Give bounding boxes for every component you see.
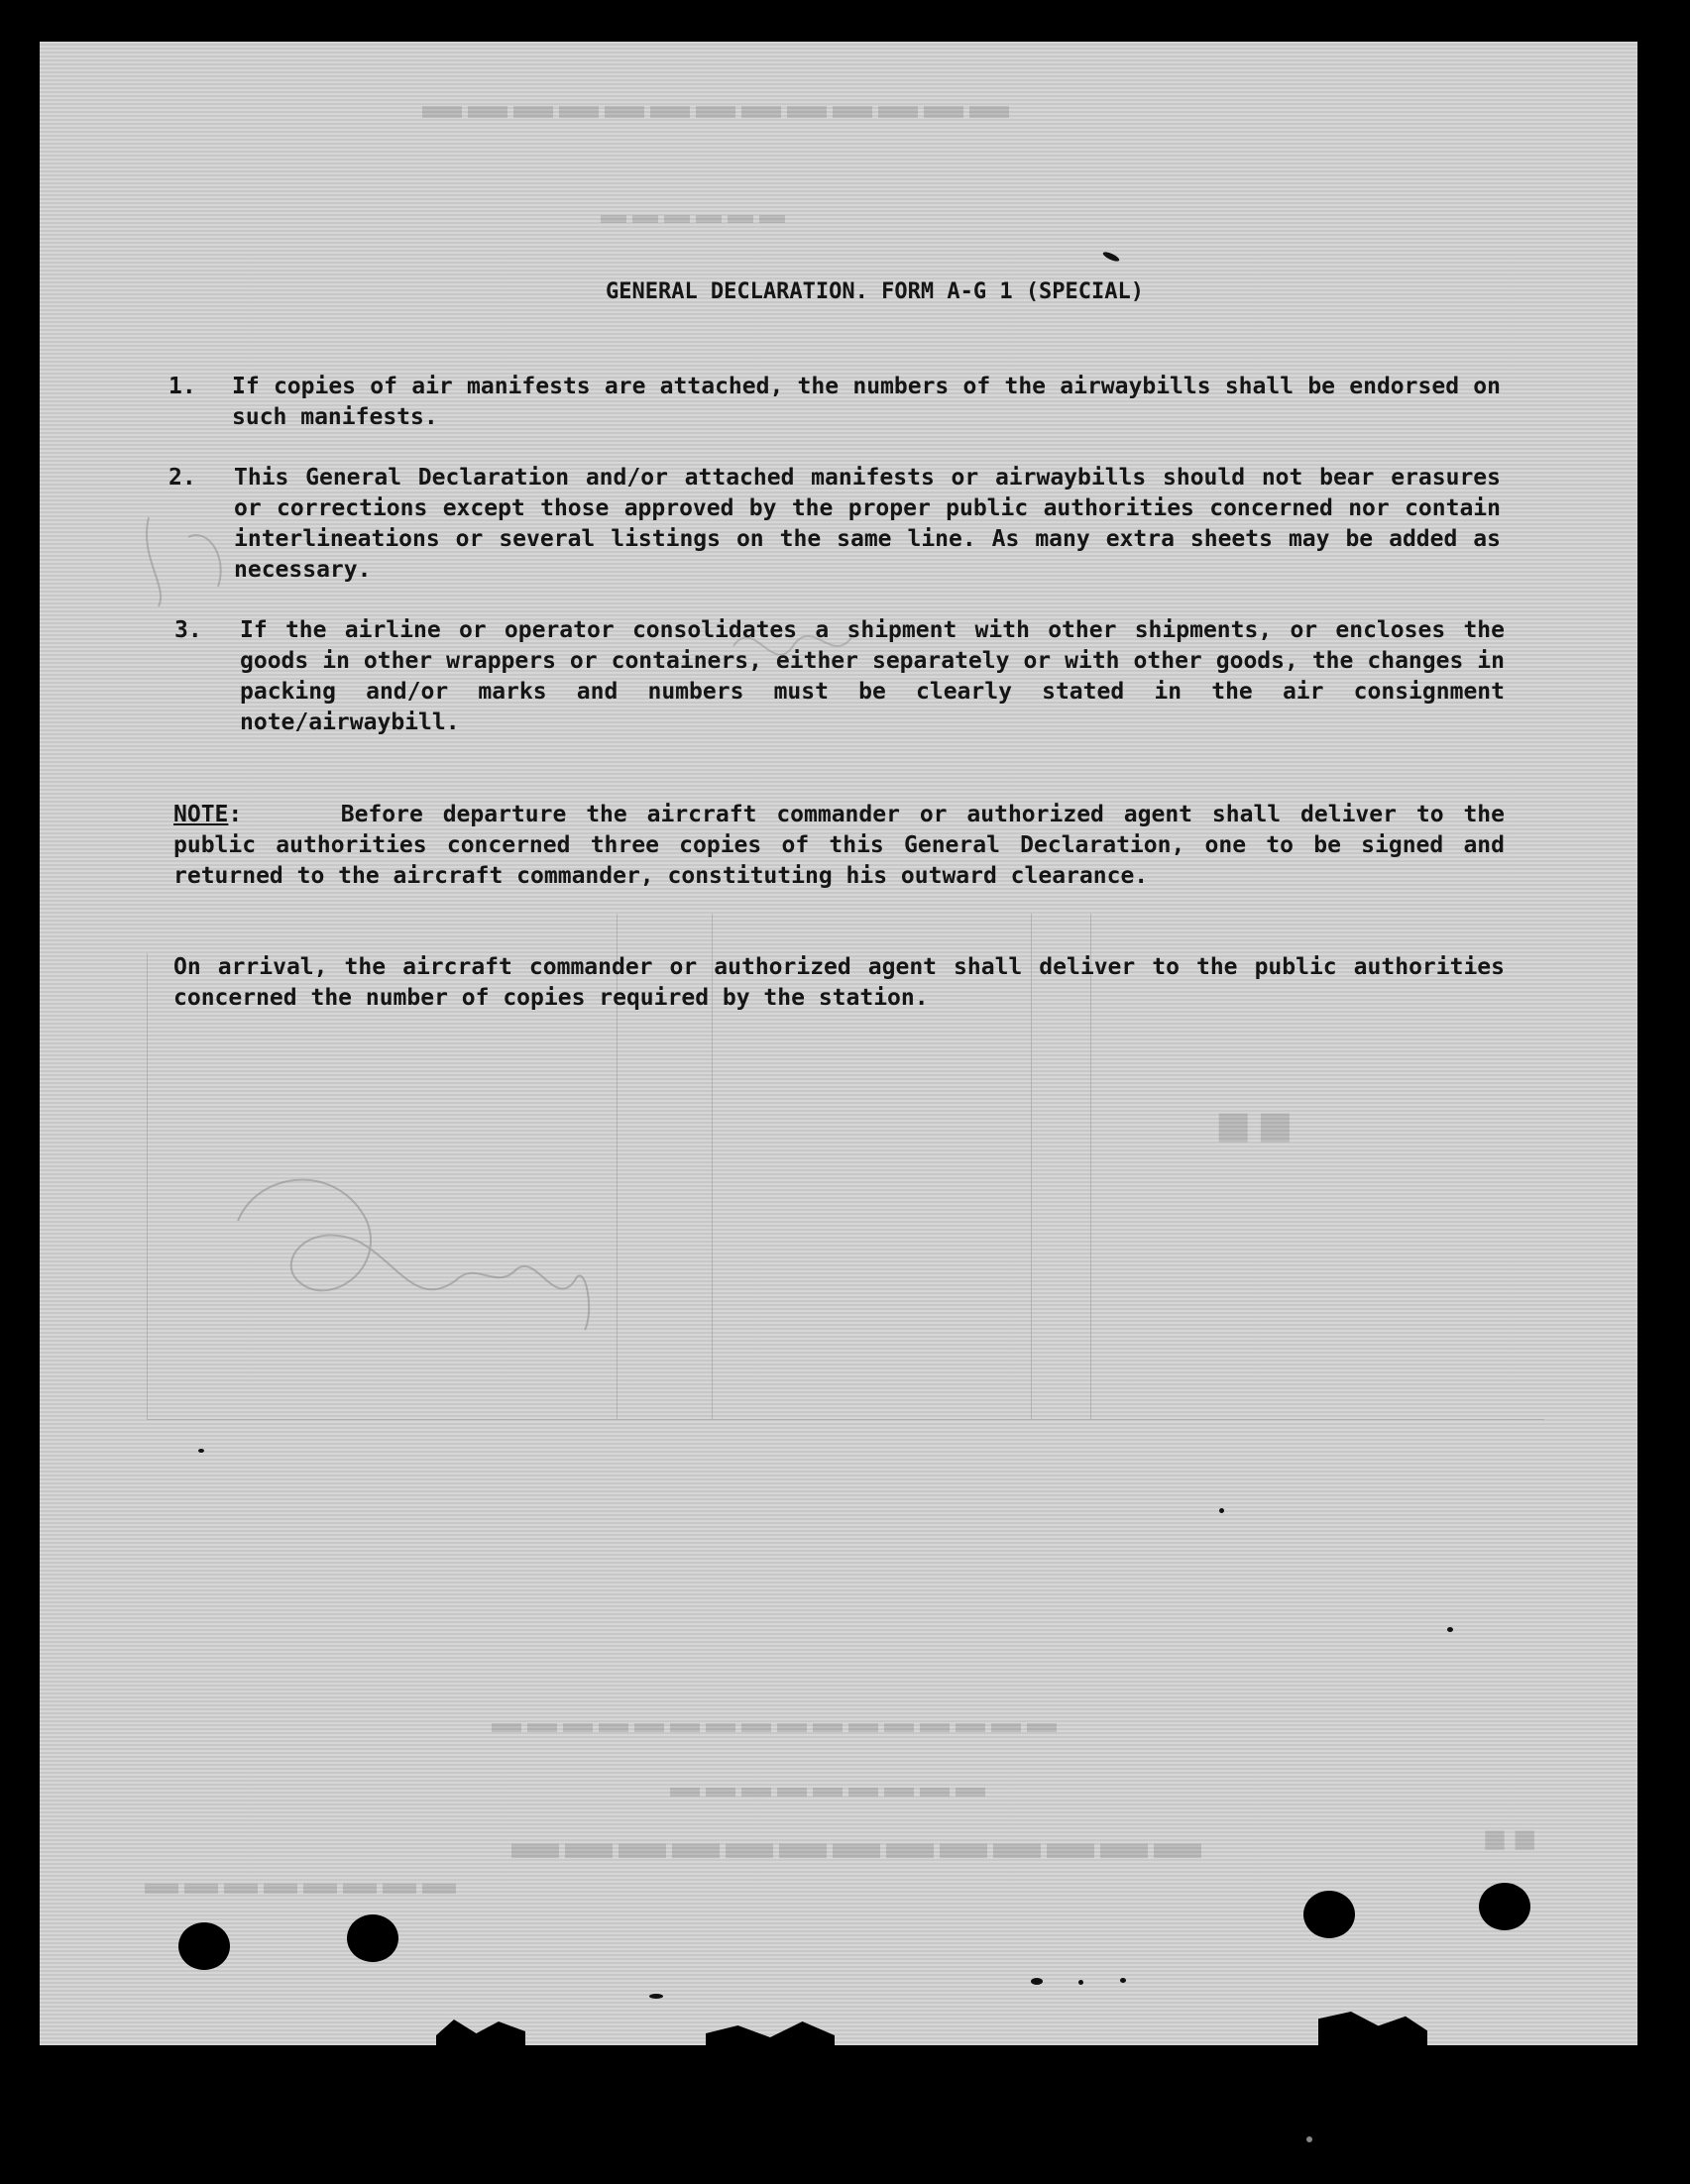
- arrival-paragraph: On arrival, the aircraft commander or authorized agent shall deliver to the public authorities concerned the number of copies required by the station.: [173, 954, 1505, 1011]
- punch-hole: [1479, 1883, 1530, 1930]
- note-label: NOTE: [173, 802, 229, 827]
- bleed-through-mark: ▬▬▬▬▬▬▬▬▬▬▬▬▬: [506, 1816, 1201, 1869]
- bleed-through-mark: ▬▬▬▬▬▬▬▬▬: [664, 1771, 985, 1803]
- ink-speck: [1306, 2136, 1312, 2142]
- bleed-through-mark: ■■: [1209, 1093, 1294, 1158]
- ghost-rule-line: [147, 1419, 1544, 1420]
- instruction-item-1: If copies of air manifests are attached, the numbers of the airwaybills shall be endorsed on such manifests.: [232, 374, 1501, 430]
- item-number: 1.: [169, 374, 196, 399]
- ink-speck: [1120, 1978, 1126, 1983]
- ink-speck: [1078, 1980, 1083, 1985]
- instruction-item-2: This General Declaration and/or attached manifests or airwaybills should not bear erasures or corrections except those approved by the proper public authorities concerned nor contain interlineations or several listings on the same line. As many extra sheets may be added as necessary.: [234, 465, 1501, 583]
- bleed-through-mark: ▬▬▬▬▬▬▬▬▬▬▬▬▬▬▬▬: [486, 1706, 1057, 1739]
- bleed-through-mark: ▬▬▬▬▬▬▬▬: [139, 1865, 456, 1902]
- bleed-through-mark: ▬▬▬▬▬▬▬▬▬▬▬▬▬: [416, 82, 1009, 127]
- ink-speck: [1031, 1978, 1043, 1985]
- bleed-through-mark: ▬▬▬▬▬▬: [595, 200, 785, 229]
- pencil-scribble-mark: [218, 1161, 634, 1360]
- instruction-item-3: If the airline or operator consolidates a shipment with other shipments, or encloses the goods in other wrappers or containers, either separately or with other goods, the changes in packing and/or marks and numbers must be clearly stated in the air consignment note/airwaybill.: [240, 617, 1505, 735]
- ink-speck: [649, 1994, 663, 1999]
- paper-sheet: [40, 42, 1637, 2045]
- note-paragraph: [173, 800, 1505, 892]
- bleed-through-mark: ■■: [1477, 1816, 1537, 1861]
- ink-speck: [1219, 1508, 1224, 1513]
- ink-speck: [1102, 250, 1121, 263]
- ink-speck: [198, 1449, 204, 1453]
- note-colon: :: [228, 802, 243, 827]
- punch-hole: [178, 1922, 230, 1970]
- punch-hole: [347, 1914, 398, 1962]
- ink-speck: [1447, 1627, 1453, 1632]
- document-title: GENERAL DECLARATION. FORM A-G 1 (SPECIAL): [605, 279, 1145, 304]
- note-text: Before departure the aircraft commander or authorized agent shall deliver to the public authorities concerned three copies of this General Declaration, one to be signed and returned to the aircraft commander, constituting his outward clearance.: [173, 802, 1505, 889]
- ghost-rule-line: [147, 953, 148, 1419]
- item-number: 2.: [169, 465, 196, 491]
- item-number: 3.: [174, 617, 202, 643]
- punch-hole: [1303, 1891, 1355, 1938]
